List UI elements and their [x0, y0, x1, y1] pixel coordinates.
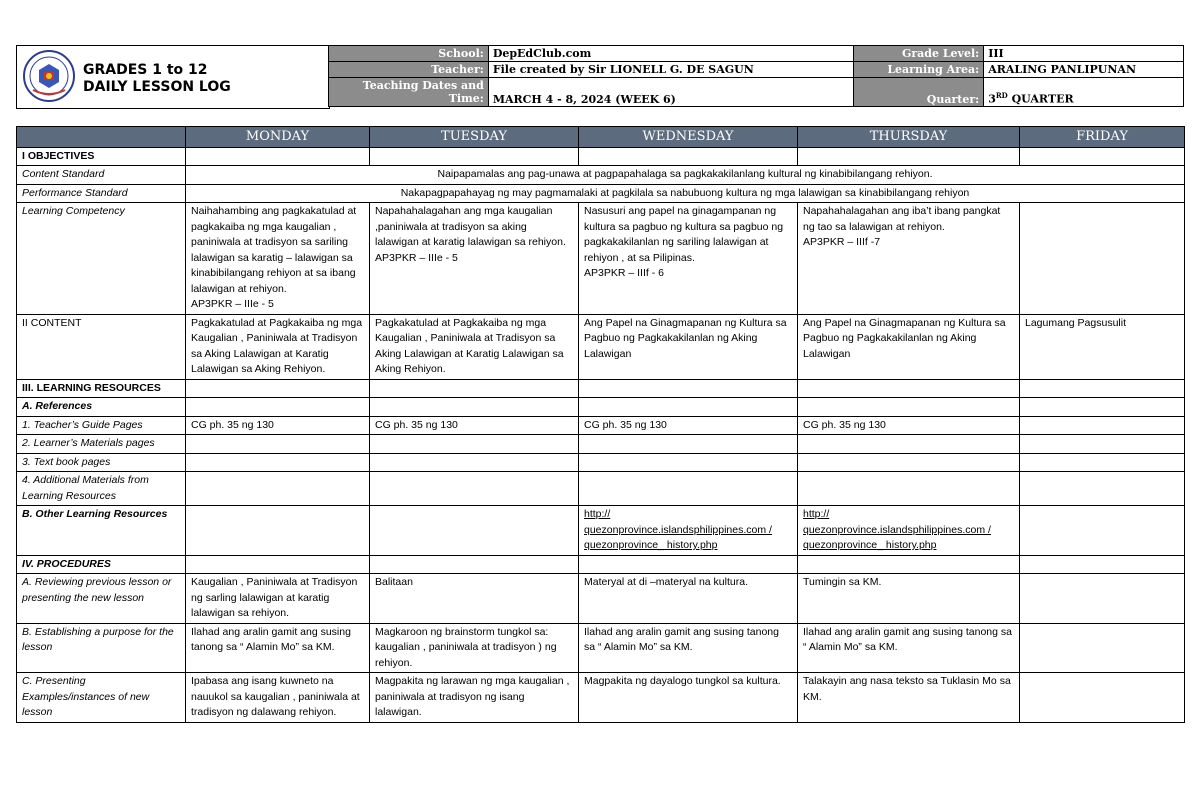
- dates-label-line2: Time:: [448, 92, 484, 105]
- proc-b-friday: [1020, 623, 1185, 673]
- competency-thursday: Napahahalagahan ang iba’t ibang pangkat ng tao sa lalawigan at rehiyon. AP3PKR – IIIf -7: [798, 203, 1020, 315]
- textbook-label: 3. Text book pages: [17, 453, 186, 472]
- title-line-2: DAILY LESSON LOG: [83, 79, 231, 95]
- textbook-row: [17, 453, 1185, 472]
- resource-link-wednesday[interactable]: http:// quezonprovince.islandsphilippines.com / quezonprovince_ history.php: [584, 508, 772, 551]
- procedure-c-row: [17, 673, 1185, 723]
- proc-b-monday: Ilahad ang aralin gamit ang susing tanong sa “ Alamin Mo” sa KM.: [186, 623, 370, 673]
- school-value: DepEdClub.com: [488, 46, 854, 62]
- quarter-value: [984, 78, 1184, 107]
- performance-standard-label: Performance Standard: [17, 184, 186, 203]
- procedure-b-row: [17, 623, 1185, 673]
- procedures-row: [17, 555, 1185, 574]
- competency-tuesday: Napahahalagahan ang mga kaugalian ,paniniwala at tradisyon sa aking lalawigan at karatig lalawigan sa rehiyon. AP3PKR – IIIe - 5: [370, 203, 579, 315]
- resources-row: [17, 379, 1185, 398]
- day-tuesday: TUESDAY: [370, 127, 579, 148]
- procedures-label: IV. PROCEDURES: [17, 555, 186, 574]
- procedure-b-label: B. Establishing a purpose for the lesson: [17, 623, 186, 673]
- competency-friday: [1020, 203, 1185, 315]
- procedure-a-label: A. Reviewing previous lesson or presenting the new lesson: [17, 574, 186, 624]
- proc-a-monday: Kaugalian , Paniniwala at Tradisyon ng sarling lalawigan at karatig lalawigan sa rehiyon.: [186, 574, 370, 624]
- content-tuesday: Pagkakatulad at Pagkakaiba ng mga Kaugalian , Paniniwala at Tradisyon sa Aking Lalawigan at Karatig Lalawigan sa Aking Rehiyon.: [370, 314, 579, 379]
- title-box: [16, 45, 330, 109]
- teachers-guide-row: [17, 416, 1185, 435]
- grade-value: III: [984, 46, 1184, 62]
- quarter-suffix: RD: [995, 91, 1008, 101]
- day-friday: FRIDAY: [1020, 127, 1185, 148]
- references-row: [17, 398, 1185, 417]
- other-resources-label: B. Other Learning Resources: [17, 506, 186, 556]
- proc-a-friday: [1020, 574, 1185, 624]
- content-wednesday: Ang Papel na Ginagmapanan ng Kultura sa Pagbuo ng Pagkakakilanlan ng Aking Lalawigan: [579, 314, 798, 379]
- resources-label: III. LEARNING RESOURCES: [17, 379, 186, 398]
- proc-c-monday: Ipabasa ang isang kuwneto na nauukol sa kaugalian , paniniwala at tradisyon ng dalawang rehiyon.: [186, 673, 370, 723]
- teacher-value: File created by Sir LIONELL G. DE SAGUN: [488, 62, 854, 78]
- additional-materials-row: [17, 472, 1185, 506]
- grade-label: Grade Level:: [854, 46, 984, 62]
- page-title: [83, 62, 231, 96]
- day-monday: MONDAY: [186, 127, 370, 148]
- day-header-row: [17, 127, 1185, 148]
- proc-c-tuesday: Magpakita ng larawan ng mga kaugalian , paniniwala at tradisyon ng isang lalawigan.: [370, 673, 579, 723]
- day-wednesday: WEDNESDAY: [579, 127, 798, 148]
- additional-materials-label: 4. Additional Materials from Learning Resources: [17, 472, 186, 506]
- quarter-number: 3: [988, 93, 996, 106]
- lesson-log-header: [16, 45, 1184, 109]
- content-standard-value: Naipapamalas ang pag-unawa at pagpapahalaga sa pagkakakilanlang kultural ng kinabibilangang rehiyon.: [186, 166, 1185, 185]
- competency-label: Learning Competency: [17, 203, 186, 315]
- proc-a-thursday: Tumingin sa KM.: [798, 574, 1020, 624]
- procedure-a-row: [17, 574, 1185, 624]
- proc-a-wednesday: Materyal at di –materyal na kultura.: [579, 574, 798, 624]
- info-table: [328, 45, 1184, 107]
- proc-a-tuesday: Balitaan: [370, 574, 579, 624]
- learners-materials-row: [17, 435, 1185, 454]
- tg-wednesday: CG ph. 35 ng 130: [579, 416, 798, 435]
- dates-label-line1: Teaching Dates and: [362, 79, 484, 92]
- content-monday: Pagkakatulad at Pagkakaiba ng mga Kaugalian , Paniniwala at Tradisyon sa Aking Lalawigan at Karatig Lalawigan sa Aking Rehiyon.: [186, 314, 370, 379]
- competency-monday: Naihahambing ang pagkakatulad at pagkakaiba ng mga kaugalian , paniniwala at tradisyon sa sariling lalawigan sa karatig – lalawigan sa kinabibilangang rehiyon at sa ibang lalawigan at rehiyon. AP3PKR – IIIe - 5: [186, 203, 370, 315]
- learners-materials-label: 2. Learner’s Materials pages: [17, 435, 186, 454]
- quarter-text: QUARTER: [1007, 93, 1074, 106]
- content-label: II CONTENT: [17, 314, 186, 379]
- proc-c-wednesday: Magpakita ng dayalogo tungkol sa kultura.: [579, 673, 798, 723]
- performance-standard-value: Nakapagpapahayag ng may pagmamalaki at pagkilala sa nabubuong kultura ng mga lalawigan sa kinabibilangang rehiyon: [186, 184, 1185, 203]
- title-line-1: GRADES 1 to 12: [83, 62, 208, 78]
- content-thursday: Ang Papel na Ginagmapanan ng Kultura sa Pagbuo ng Pagkakakilanlan ng Aking Lalawigan: [798, 314, 1020, 379]
- other-resources-thursday: [798, 506, 1020, 556]
- day-thursday: THURSDAY: [798, 127, 1020, 148]
- content-friday: Lagumang Pagsusulit: [1020, 314, 1185, 379]
- lesson-table: [16, 126, 1185, 723]
- teacher-label: Teacher:: [329, 62, 489, 78]
- area-value: ARALING PANLIPUNAN: [984, 62, 1184, 78]
- procedure-c-label: C. Presenting Examples/instances of new lesson: [17, 673, 186, 723]
- proc-c-friday: [1020, 673, 1185, 723]
- deped-seal-icon: [23, 50, 75, 102]
- competency-wednesday: Nasusuri ang papel na ginagampanan ng kultura sa pagbuo ng kultura sa pagbuo ng pagkakakilanlan ng sariling lalawigan at rehiyon , at sa Pilipinas. AP3PKR – IIIf - 6: [579, 203, 798, 315]
- resource-link-thursday[interactable]: http:// quezonprovince.islandsphilippines.com / quezonprovince_ history.php: [803, 508, 991, 551]
- other-resources-wednesday: [579, 506, 798, 556]
- dates-value: MARCH 4 - 8, 2024 (WEEK 6): [488, 78, 854, 107]
- dates-label: [329, 78, 489, 107]
- proc-c-thursday: Talakayin ang nasa teksto sa Tuklasin Mo sa KM.: [798, 673, 1020, 723]
- school-label: School:: [329, 46, 489, 62]
- content-standard-label: Content Standard: [17, 166, 186, 185]
- tg-tuesday: CG ph. 35 ng 130: [370, 416, 579, 435]
- proc-b-thursday: Ilahad ang aralin gamit ang susing tanong sa “ Alamin Mo” sa KM.: [798, 623, 1020, 673]
- tg-friday: [1020, 416, 1185, 435]
- tg-monday: CG ph. 35 ng 130: [186, 416, 370, 435]
- teachers-guide-label: 1. Teacher’s Guide Pages: [17, 416, 186, 435]
- objectives-label: I OBJECTIVES: [17, 147, 186, 166]
- performance-standard-row: [17, 184, 1185, 203]
- other-resources-row: [17, 506, 1185, 556]
- proc-b-wednesday: Ilahad ang aralin gamit ang susing tanong sa “ Alamin Mo” sa KM.: [579, 623, 798, 673]
- objectives-row: [17, 147, 1185, 166]
- corner-cell: [17, 127, 186, 148]
- proc-b-tuesday: Magkaroon ng brainstorm tungkol sa: kaugalian , paniniwala at tradisyon ) ng rehiyon.: [370, 623, 579, 673]
- tg-thursday: CG ph. 35 ng 130: [798, 416, 1020, 435]
- content-standard-row: [17, 166, 1185, 185]
- area-label: Learning Area:: [854, 62, 984, 78]
- references-label: A. References: [17, 398, 186, 417]
- quarter-label: Quarter:: [854, 78, 984, 107]
- content-row: [17, 314, 1185, 379]
- competency-row: [17, 203, 1185, 315]
